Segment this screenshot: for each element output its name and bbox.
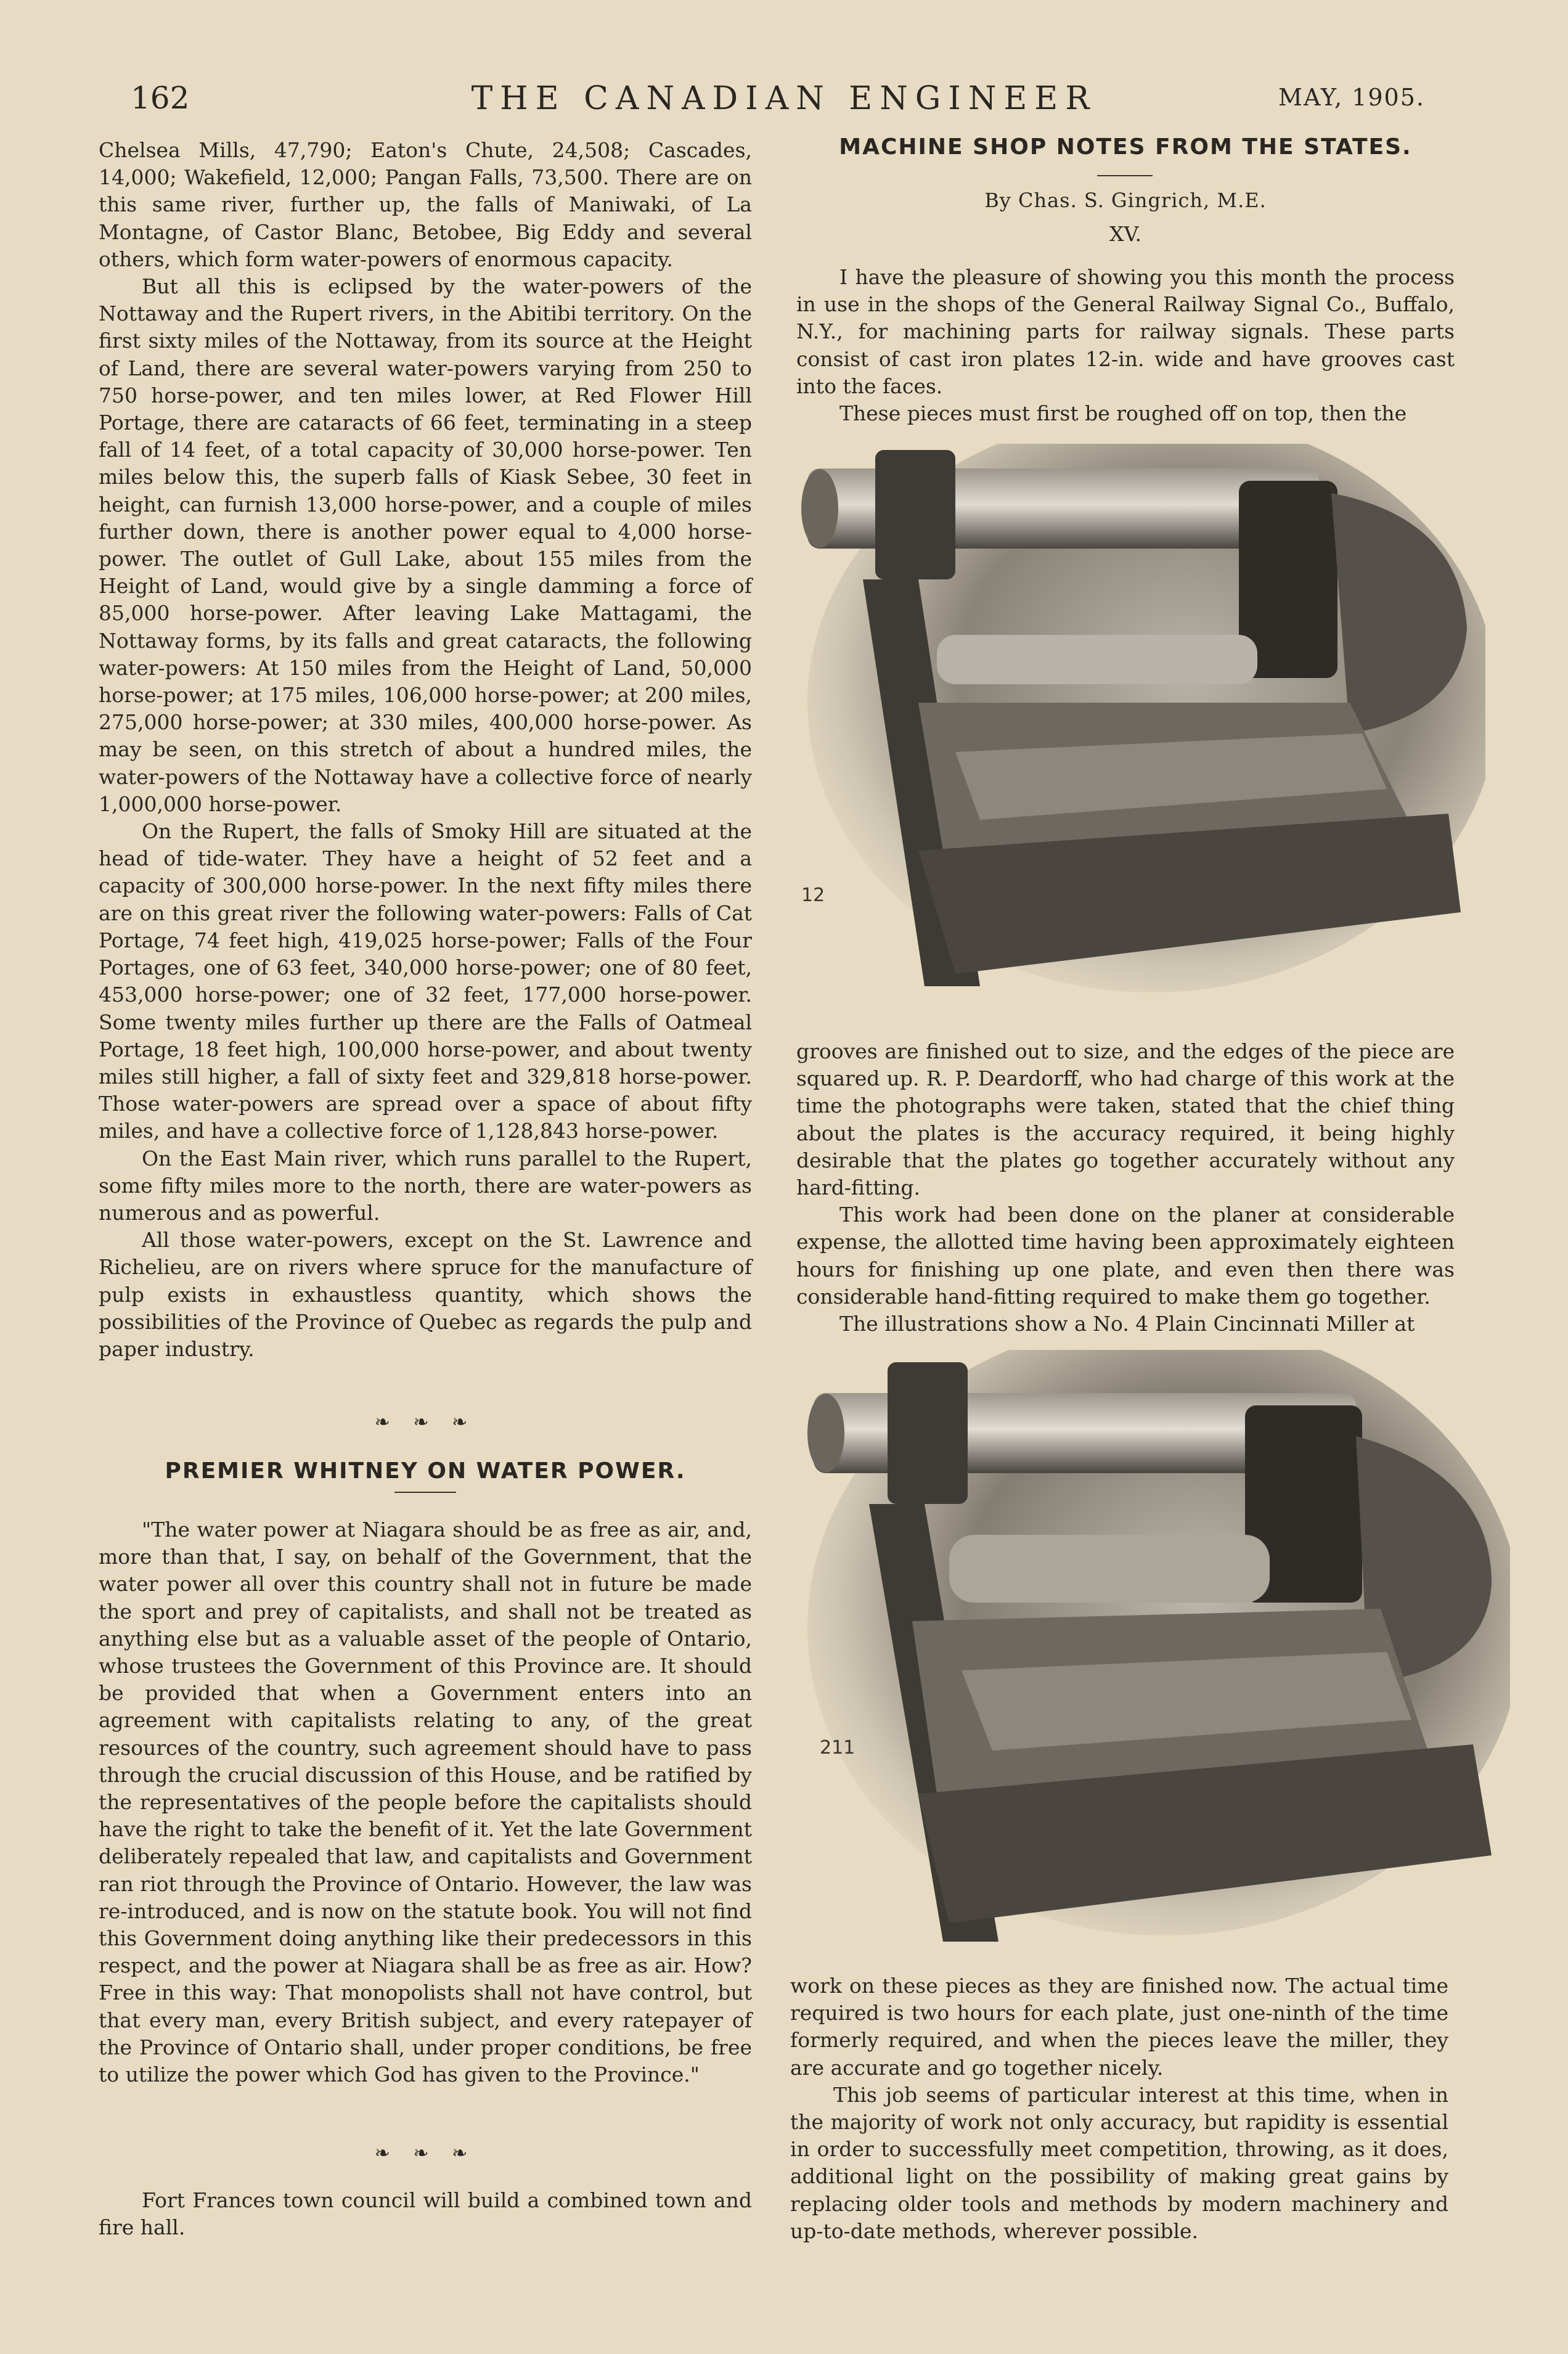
paragraph: work on these pieces as they are finished now. The actual time required is two hours for each plate, just one-ninth of the time formerly required, and when the pieces leave the miller, they are accurate and go together nicely. <box>790 1974 1448 2080</box>
machine-shop-intro <box>796 264 1455 427</box>
heading-rule <box>394 1492 456 1493</box>
paragraph: Chelsea Mills, 47,790; Eaton's Chute, 24,508; Cascades, 14,000; Wakefield, 12,000; Pangan Falls, 73,500. There are on this same river, further up, the falls of Maniwaki, of La Montagne, of Castor Blanc, Betobee, Big Eddy and several others, which form water-powers of enormous capacity. <box>99 138 752 271</box>
page-number: 162 <box>131 80 190 116</box>
paragraph: This work had been done on the planer at considerable expense, the allotted time having been approximately eighteen hours for finishing up one plate, and even then there was considerable hand-fitting required to make them go together. <box>796 1203 1455 1309</box>
heading-rule <box>1097 175 1153 176</box>
running-header <box>0 80 1568 123</box>
overarm-end <box>807 1394 844 1473</box>
milling-machine-figure-1 <box>795 444 1485 1011</box>
cutter-gang <box>937 635 1257 684</box>
machine-shop-heading: MACHINE SHOP NOTES FROM THE STATES. <box>839 134 1412 160</box>
paragraph: On the Rupert, the falls of Smoky Hill are situated at the head of tide-water. They have a height of 52 feet and a capacity of 300,000 horse-power. In the next fifty miles there are on this great river the following water-powers: Falls of Cat Portage, 74 feet high, 419,025 horse-power; Falls of the Four Portages, one of 63 feet, 340,000 horse-power; one of 80 feet, 453,000 horse-power; one of 32 feet, 177,000 horse-power. Some twenty miles further up there are the Falls of Oatmeal Portage, 18 feet high, 100,000 horse-power, and about twenty miles still higher, a fall of sixty feet and 329,818 horse-power. Those water-powers are spread over a space of about fifty miles, and have a collective force of 1,128,843 horse-power. <box>99 819 752 1143</box>
premier-article <box>99 1516 752 2088</box>
issue-date: MAY, 1905. <box>1278 84 1425 111</box>
milling-machine-figure-2 <box>795 1350 1510 1960</box>
left-column-article <box>99 137 752 1363</box>
paragraph: Fort Frances town council will build a combined town and fire hall. <box>99 2188 752 2240</box>
machine-shop-end <box>790 1972 1448 2245</box>
paragraph: All those water-powers, except on the St. Lawrence and Richelieu, are on rivers where spruce for the manufacture of pulp exists in exhaustless quantity, which shows the possibilities of the Province of Quebec as regards the pulp and paper industry. <box>99 1228 752 1361</box>
byline: By Chas. S. Gingrich, M.E. <box>984 189 1267 212</box>
arbor-bracket <box>875 450 955 579</box>
paragraph: On the East Main river, which runs parallel to the Rupert, some fifty miles more to the north, there are water-powers as numerous and as powerful. <box>99 1146 752 1225</box>
overarm-end <box>801 469 838 548</box>
fort-frances-note <box>99 2187 752 2241</box>
paragraph: The illustrations show a No. 4 Plain Cincinnati Miller at <box>839 1312 1415 1336</box>
paragraph: These pieces must first be roughed off on top, then the <box>839 401 1407 426</box>
paragraph: But all this is eclipsed by the water-powers of the Nottaway and the Rupert rivers, in the Abitibi territory. On the first sixty miles of the Nottaway, from its source at the Height of Land, there are several water-powers varying from 250 to 750 horse-power, and ten miles lower, at Red Flower Hill Portage, there are cataracts of 66 feet, terminating in a steep fall of 14 feet, of a total capacity of 30,000 horse-power. Ten miles below this, the superb falls of Kiask Sebee, 30 feet in height, can furnish 13,000 horse-power, and a couple of miles further down, there is another power equal to 4,000 horse-power. The outlet of Gull Lake, about 155 miles from the Height of Land, would give by a single damming a force of 85,000 horse-power. After leaving Lake Mattagami, the Nottaway forms, by its falls and great cataracts, the following water-powers: At 150 miles from the Height of Land, 50,000 horse-power; at 175 miles, 106,000 horse-power; at 200 miles, 275,000 horse-power; at 330 miles, 400,000 horse-power. As may be seen, on this stretch of about a hundred miles, the water-powers of the Nottaway have a collective force of nearly 1,000,000 horse-power. <box>99 274 752 816</box>
journal-title: THE CANADIAN ENGINEER <box>471 80 1097 117</box>
part-number: XV. <box>1109 222 1142 246</box>
ornament-divider: ❧ ❧ ❧ <box>374 2143 476 2164</box>
cutter-gang <box>949 1535 1270 1603</box>
premier-heading: PREMIER WHITNEY ON WATER POWER. <box>165 1458 686 1484</box>
ornament-divider: ❧ ❧ ❧ <box>374 1412 476 1433</box>
paragraph: "The water power at Niagara should be as free as air, and, more than that, I say, on behalf of the Government, that the water power all over this country shall not in future be made the sport and prey of capitalists, and shall not be treated as anything else but as a valuable asset of the people of Ontario, whose trustees the Government of this Province are. It should be provided that when a Government enters into an agreement with capitalists relating to any, of the great resources of the country, such agreement should have to pass through the crucial discussion of this House, and be ratified by the representatives of the people before the capitalists should have the right to take the benefit of it. Yet the late Government deliberately repealed that law, and capitalists and Government ran riot through the Province of Ontario. However, the law was re-introduced, and is now on the statute book. You will not find this Government doing anything like their predecessors in this respect, and the power at Niagara shall be as free as air. How? Free in this way: That monopolists shall not have control, but that every man, every British subject, and every ratepayer of the Province of Ontario shall, under proper conditions, be free to utilize the power which God has given to the Province." <box>99 1518 752 2087</box>
arbor-bracket <box>888 1362 968 1504</box>
paragraph: grooves are finished out to size, and the edges of the piece are squared up. R. P. Deardorff, who had charge of this work at the time the photographs were taken, stated that the chief thing about the plates is the accuracy required, it being highly desirable that the plates go together accurately without any hard-fitting. <box>796 1039 1455 1200</box>
paragraph: I have the pleasure of showing you this month the process in use in the shops of the General Railway Signal Co., Buffalo, N.Y., for machining parts for railway signals. These parts consist of cast iron plates 12-in. wide and have grooves cast into the faces. <box>796 265 1455 398</box>
figure-2-label: 211 <box>820 1737 855 1759</box>
figure-1-label: 12 <box>801 885 825 906</box>
paragraph: This job seems of particular interest at this time, when in the majority of work not only accuracy, but rapidity is essential in order to successfully meet competition, throwing, as it does, additional light on the possibility of making great gains by replacing older tools and methods by modern machinery and up-to-date methods, wherever possible. <box>790 2082 1448 2243</box>
machine-shop-middle <box>796 1038 1455 1338</box>
